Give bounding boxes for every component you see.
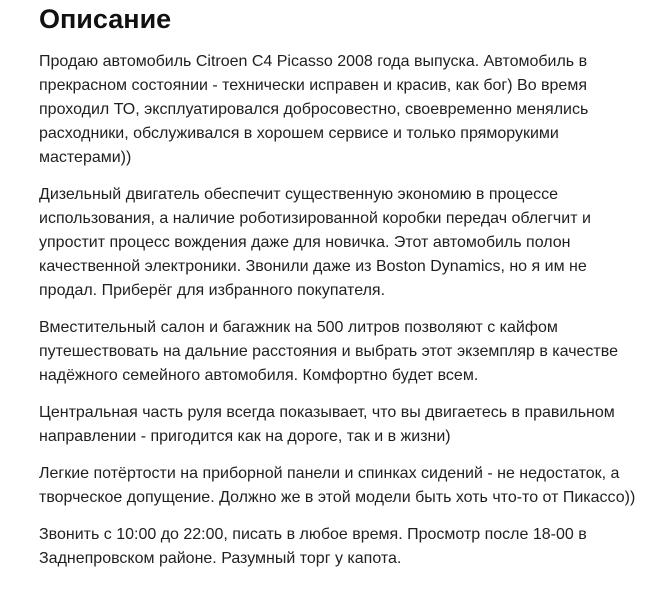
section-title: Описание bbox=[39, 4, 172, 34]
description-paragraph: Дизельный двигатель обеспечит существенную экономию в процессе использования, а наличие роботизированной коробки передач облегчит и упростит процесс вождения даже для новичка. Этот автомобиль полон качественной электроники. Звонили даже из Boston Dynamics, но я им не продал. Приберёг для избранного покупателя. bbox=[39, 186, 591, 299]
description-paragraph: Легкие потёртости на приборной панели и спинках сидений - не недостаток, а творческое допущение. Должно же в этой модели быть хоть что-то от Пикассо)) bbox=[39, 465, 636, 506]
description-paragraph: Центральная часть руля всегда показывает, что вы двигаетесь в правильном направлении - пригодится как на дороге, так и в жизни) bbox=[39, 404, 615, 445]
description-paragraph: Звонить с 10:00 до 22:00, писать в любое время. Просмотр после 18-00 в Заднепровском районе. Разумный торг у капота. bbox=[39, 526, 587, 567]
description-paragraph: Продаю автомобиль Citroen C4 Picasso 2008 года выпуска. Автомобиль в прекрасном состоянии - технически исправен и красив, как бог) Во время проходил ТО, эксплуатировался добросовестно, своевременно менялись расходники, обслуживался в хорошем сервисе и только пряморукими мастерами)) bbox=[39, 53, 589, 166]
description-paragraph: Вместительный салон и багажник на 500 литров позволяют с кайфом путешествовать на дальние расстояния и выбрать этот экземпляр в качестве надёжного семейного автомобиля. Комфортно будет всем. bbox=[39, 319, 618, 384]
description-text bbox=[39, 50, 646, 571]
